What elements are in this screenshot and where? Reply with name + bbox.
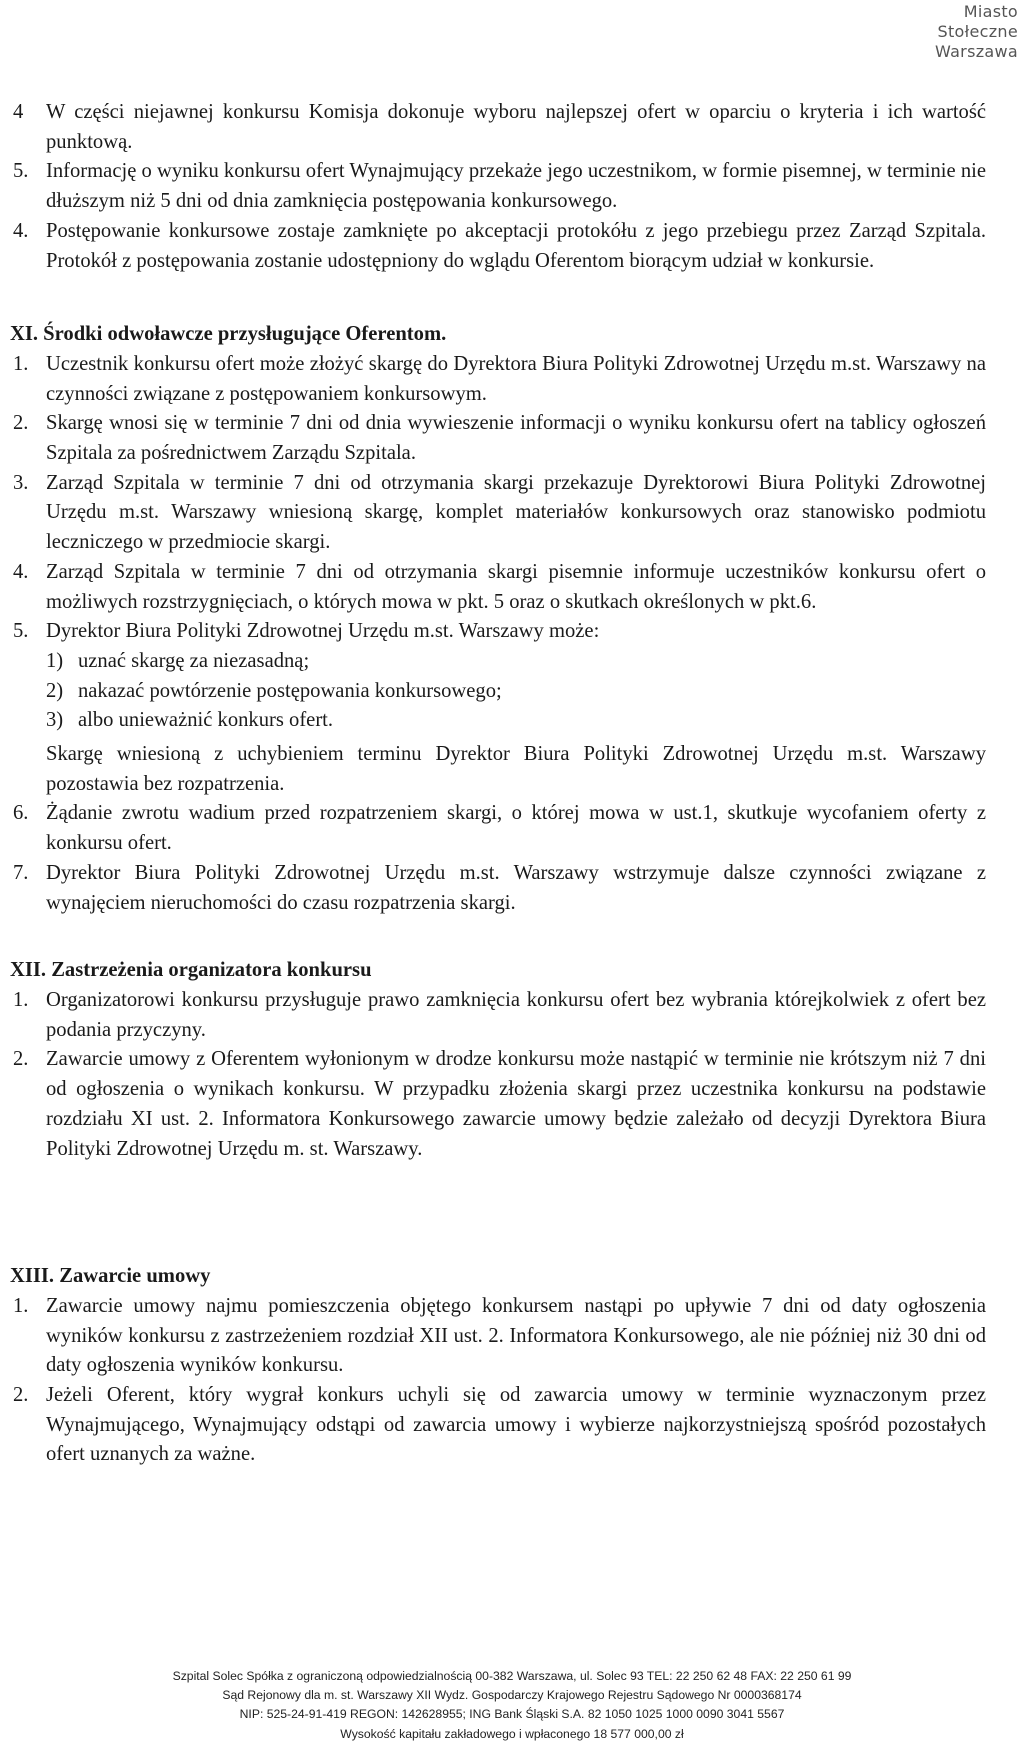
sub-list-item	[0, 706, 1024, 736]
item-text: Dyrektor Biura Polityki Zdrowotnej Urzędu m.st. Warszawy wstrzymuje dalsze czynności związane z wynajęciem nieruchomości do czasu rozpatrzenia skargi.	[46, 861, 986, 914]
item-text: Dyrektor Biura Polityki Zdrowotnej Urzędu m.st. Warszawy może:	[46, 620, 600, 643]
footer-line-company: Szpital Solec Spółka z ograniczoną odpowiedzialnością 00-382 Warszawa, ul. Solec 93 TEL: 22 250 62 48 FAX: 22 250 61 99	[172, 1669, 852, 1683]
list-item	[0, 859, 1024, 918]
sub-item-text: albo unieważnić konkurs ofert.	[78, 709, 334, 732]
sub-item-number: 1)	[46, 649, 64, 672]
list-item	[0, 217, 1024, 276]
list-item	[0, 1045, 1024, 1164]
item-number: 2.	[13, 1048, 29, 1071]
footer-line-court: Sąd Rejonowy dla m. st. Warszawy XII Wydz. Gospodarczy Krajowego Rejestru Sądowego Nr 0000368174	[222, 1688, 802, 1703]
item-number: 1.	[13, 352, 29, 375]
item-number: 4.	[13, 219, 29, 242]
city-logo-text	[888, 2, 1018, 62]
item-number: 5.	[13, 620, 29, 643]
item-text: Zarząd Szpitala w terminie 7 dni od otrzymania skargi pisemnie informuje uczestników konkursu ofert o możliwych rozstrzygnięciach, o których mowa w pkt. 5 oraz o skutkach określonych w pkt.6.	[46, 560, 986, 613]
item-text: Jeżeli Oferent, który wygrał konkurs uchyli się od zawarcia umowy w terminie wyznaczonym przez Wynajmującego, Wynajmujący odstąpi od zawarcia umowy i wybierze najkorzystniejszą spośród pozostałych ofert uznanych za ważne.	[46, 1384, 986, 1466]
item-number: 4	[13, 101, 24, 123]
document-body	[0, 98, 1024, 1470]
list-item	[0, 157, 1024, 216]
item-number: 3.	[13, 471, 29, 494]
section-heading-xi: XI. Środki odwoławcze przysługujące Oferentom.	[10, 323, 447, 346]
sub-list-item	[0, 647, 1024, 677]
item-number: 7.	[13, 861, 29, 884]
sub-item-number: 2)	[46, 679, 64, 702]
item-text: Uczestnik konkursu ofert może złożyć skargę do Dyrektora Biura Polityki Zdrowotnej Urzędu m.st. Warszawy na czynności związane z postępowaniem konkursowym.	[46, 352, 986, 405]
item-number: 1.	[13, 1294, 29, 1317]
logo-line-3: Warszawa	[934, 42, 1018, 61]
sub-item-number: 3)	[46, 709, 64, 732]
footer-line-tax: NIP: 525-24-91-419 REGON: 142628955; ING Bank Śląski S.A. 82 1050 1025 1000 0090 3041 5567	[239, 1707, 785, 1722]
logo-line-1: Miasto	[963, 2, 1018, 21]
item-text: Zarząd Szpitala w terminie 7 dni od otrzymania skargi przekazuje Dyrektorowi Biura Polityki Zdrowotnej Urzędu m.st. Warszawy wniesioną skargę, komplet materiałów konkursowych oraz stanowisko podmiotu leczniczego w przedmiocie skargi.	[46, 471, 986, 554]
list-item	[0, 799, 1024, 858]
logo-line-2: Stołeczne	[937, 22, 1018, 41]
sub-item-text: nakazać powtórzenie postępowania konkursowego;	[78, 679, 502, 702]
item-text: Informację o wyniku konkursu ofert Wynajmujący przekaże jego uczestnikom, w formie pisemnej, w terminie nie dłuższym niż 5 dni od dnia zamknięcia postępowania konkursowego.	[46, 160, 986, 213]
item-number: 5.	[13, 160, 29, 183]
sub-item-text: uznać skargę za niezasadną;	[78, 649, 310, 672]
sub-list-item	[0, 677, 1024, 707]
section-heading-xiii: XIII. Zawarcie umowy	[10, 1265, 211, 1288]
list-item	[0, 409, 1024, 468]
section-heading-xii: XII. Zastrzeżenia organizatora konkursu	[10, 959, 372, 982]
item-number: 6.	[13, 802, 29, 825]
list-item	[0, 1292, 1024, 1381]
list-item	[0, 617, 1024, 647]
list-item	[0, 469, 1024, 558]
item-text: Żądanie zwrotu wadium przed rozpatrzeniem skargi, o której mowa w ust.1, skutkuje wycofaniem oferty z konkursu ofert.	[46, 802, 986, 855]
item-text: Organizatorowi konkursu przysługuje prawo zamknięcia konkursu ofert bez wybrania którejkolwiek z ofert bez podania przyczyny.	[46, 988, 986, 1041]
footer-line-capital: Wysokość kapitału zakładowego i wpłaconego 18 577 000,00 zł	[340, 1726, 684, 1741]
list-item	[0, 558, 1024, 617]
item-text: W części niejawnej konkursu Komisja dokonuje wyboru najlepszej ofert w oparciu o kryteria i ich wartość punktową.	[46, 101, 986, 153]
item-text: Skargę wnosi się w terminie 7 dni od dnia wywieszenie informacji o wyniku konkursu ofert na tablicy ogłoszeń Szpitala za pośrednictwem Zarządu Szpitala.	[46, 412, 986, 465]
item-text: Postępowanie konkursowe zostaje zamknięte po akceptacji protokółu z jego przebiegu przez Zarząd Szpitala. Protokół z postępowania zostanie udostępniony do wglądu Oferentom biorącym udział w konkursie.	[46, 219, 986, 272]
page-footer	[0, 1667, 1024, 1744]
item-number: 2.	[13, 1384, 29, 1407]
item-number: 4.	[13, 560, 29, 583]
note-paragraph: Skargę wniesioną z uchybieniem terminu Dyrektor Biura Polityki Zdrowotnej Urzędu m.st. Warszawy pozostawia bez rozpatrzenia.	[46, 743, 986, 795]
item-text: Zawarcie umowy z Oferentem wyłonionym w drodze konkursu może nastąpić w terminie nie krótszym niż 7 dni od ogłoszenia o wynikach konkursu. W przypadku złożenia skargi przez uczestnika konkursu na podstawie rozdziału XI ust. 2. Informatora Konkursowego zawarcie umowy będzie zależało od decyzji Dyrektora Biura Polityki Zdrowotnej Urzędu m. st. Warszawy.	[46, 1048, 986, 1160]
list-item	[0, 986, 1024, 1045]
list-item	[0, 98, 1024, 157]
list-item	[0, 1381, 1024, 1470]
item-text: Zawarcie umowy najmu pomieszczenia objętego konkursem nastąpi po upływie 7 dni od daty ogłoszenia wyników konkursu z zastrzeżeniem rozdział XII ust. 2. Informatora Konkursowego, ale nie później niż 30 dni od daty ogłoszenia wyników konkursu.	[46, 1294, 986, 1377]
item-number: 2.	[13, 412, 29, 435]
item-number: 1.	[13, 988, 29, 1011]
list-item	[0, 350, 1024, 409]
